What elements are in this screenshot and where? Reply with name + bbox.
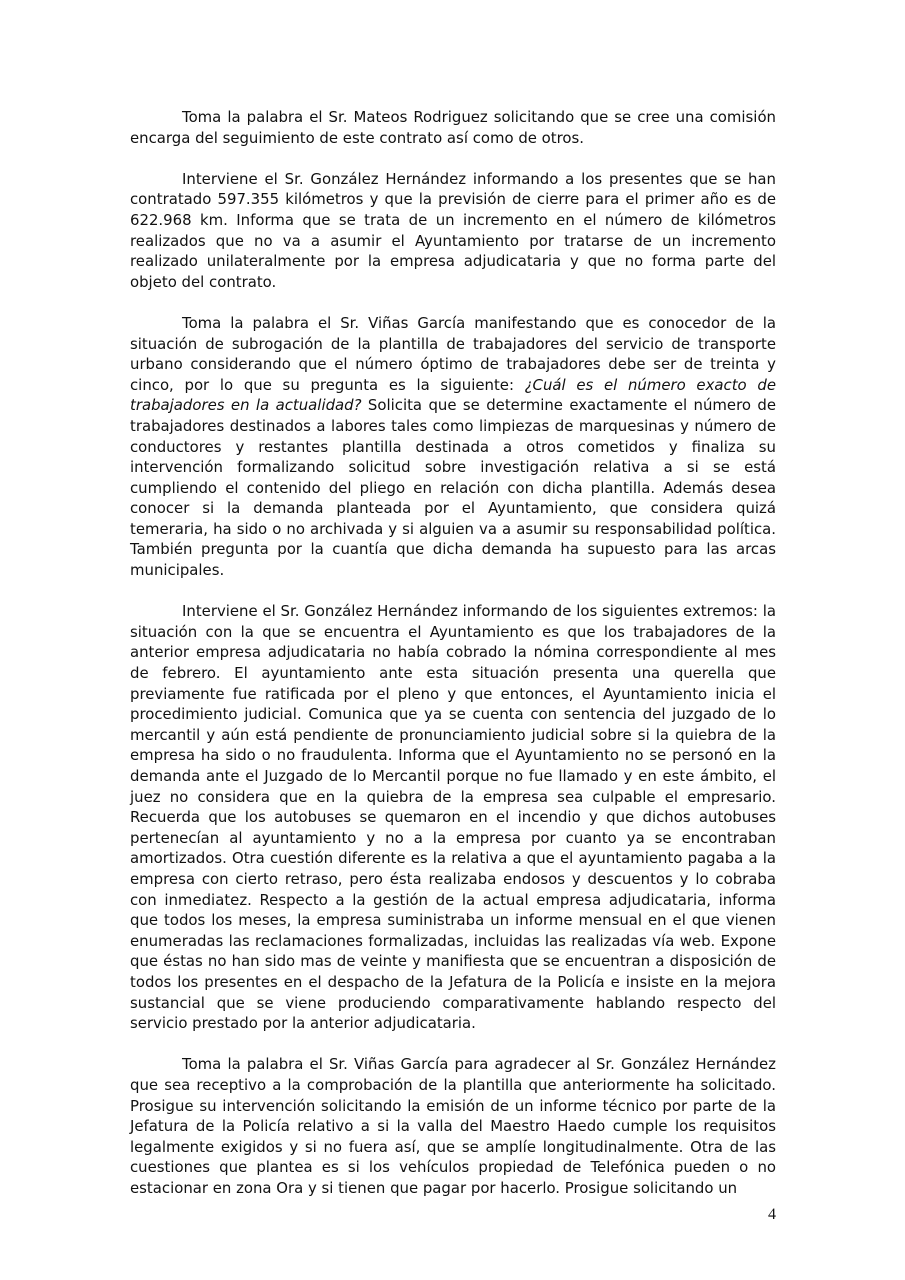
page-number: 4 <box>768 1206 776 1223</box>
paragraph-text: Interviene el Sr. González Hernández informando de los siguientes extremos: la situación con la que se encuentra el Ayuntamiento es que los trabajadores de la anterior empresa adjudicataria no había cobrado la nómina correspondiente al mes de febrero. El ayuntamiento ante esta situación presenta una querella que previamente fue ratificada por el pleno y que entonces, el Ayuntamiento inicia el procedimiento judicial. Comunica que ya se cuenta con sentencia del juzgado de lo mercantil y aún está pendiente de pronunciamiento judicial sobre si la quiebra de la empresa ha sido o no fraudulenta. Informa que el Ayuntamiento no se personó en la demanda ante el Juzgado de lo Mercantil porque no fue llamado y en este ámbito, el juez no considera que en la quiebra de la empresa sea culpable el empresario. Recuerda que los autobuses se quemaron en el incendio y que dichos autobuses pertenecían al ayuntamiento y no a la empresa por cuanto ya se encontraban amortizados. Otra cuestión diferente es la relativa a que el ayuntamiento pagaba a la empresa con cierto retraso, pero ésta realizaba endosos y descuentos y lo cobraba con inmediatez. Respecto a la gestión de la actual empresa adjudicataria, informa que todos los meses, la empresa suministraba un informe mensual en el que vienen enumeradas las reclamaciones formalizadas, incluidas las realizadas vía web. Expone que éstas no han sido mas de veinte y manifiesta que se encuentran a disposición de todos los presentes en el despacho de la Jefatura de la Policía e insiste en la mejora sustancial que se viene produciendo comparativamente hablando respecto del servicio prestado por la anterior adjudicataria. <box>130 602 776 1033</box>
paragraph-gonzalez-kilometros <box>130 169 776 293</box>
paragraph-mateos-rodriguez <box>130 107 776 148</box>
paragraph-text: Toma la palabra el Sr. Viñas García para agradecer al Sr. González Hernández que sea receptivo a la comprobación de la plantilla que anteriormente ha solicitado. Prosigue su intervención solicitando la emisión de un informe técnico por parte de la Jefatura de la Policía relativo a si la valla del Maestro Haedo cumple los requisitos legalmente exigidos y si no fuera así, que se amplíe longitudinalmente. Otra de las cuestiones que plantea es si los vehículos propiedad de Telefónica pueden o no estacionar en zona Ora y si tienen que pagar por hacerlo. Prosigue solicitando un <box>130 1055 776 1197</box>
paragraph-gonzalez-extremos <box>130 601 776 1033</box>
paragraph-text: Interviene el Sr. González Hernández informando a los presentes que se han contratado 597.355 kilómetros y que la previsión de cierre para el primer año es de 622.968 km. Informa que se trata de un incremento en el número de kilómetros realizados que no va a asumir el Ayuntamiento por tratarse de un incremento realizado unilateralmente por la empresa adjudicataria y que no forma parte del objeto del contrato. <box>130 169 776 291</box>
paragraph-vinas-plantilla <box>130 313 776 581</box>
paragraph-text: Toma la palabra el Sr. Viñas García manifestando que es conocedor de la situación de subrogación de la plantilla de trabajadores del servicio de transporte urbano considerando que el número óptimo de trabajadores debe ser de treinta y cinco, por lo que su pregunta es la siguiente: <box>130 313 776 394</box>
paragraph-vinas-agradece <box>130 1054 776 1198</box>
paragraph-text: Toma la palabra el Sr. Mateos Rodriguez solicitando que se cree una comisión encarga del seguimiento de este contrato así como de otros. <box>130 108 776 147</box>
paragraph-text-continued: Solicita que se determine exactamente el número de trabajadores destinados a labores tales como limpiezas de marquesinas y número de conductores y restantes plantilla destinada a otros cometidos y finaliza su intervención formalizando solicitud sobre investigación relativa a si se está cumpliendo el contenido del pliego en relación con dicha plantilla. Además desea conocer si la demanda planteada por el Ayuntamiento, que considera quizá temeraria, ha sido o no archivada y si alguien va a asumir su responsabilidad política. También pregunta por la cuantía que dicha demanda ha supuesto para las arcas municipales. <box>130 396 776 580</box>
document-body <box>130 107 776 1219</box>
paragraph-italic-question: ¿Cuál es el número exacto de trabajadores en la actualidad? <box>130 375 776 415</box>
